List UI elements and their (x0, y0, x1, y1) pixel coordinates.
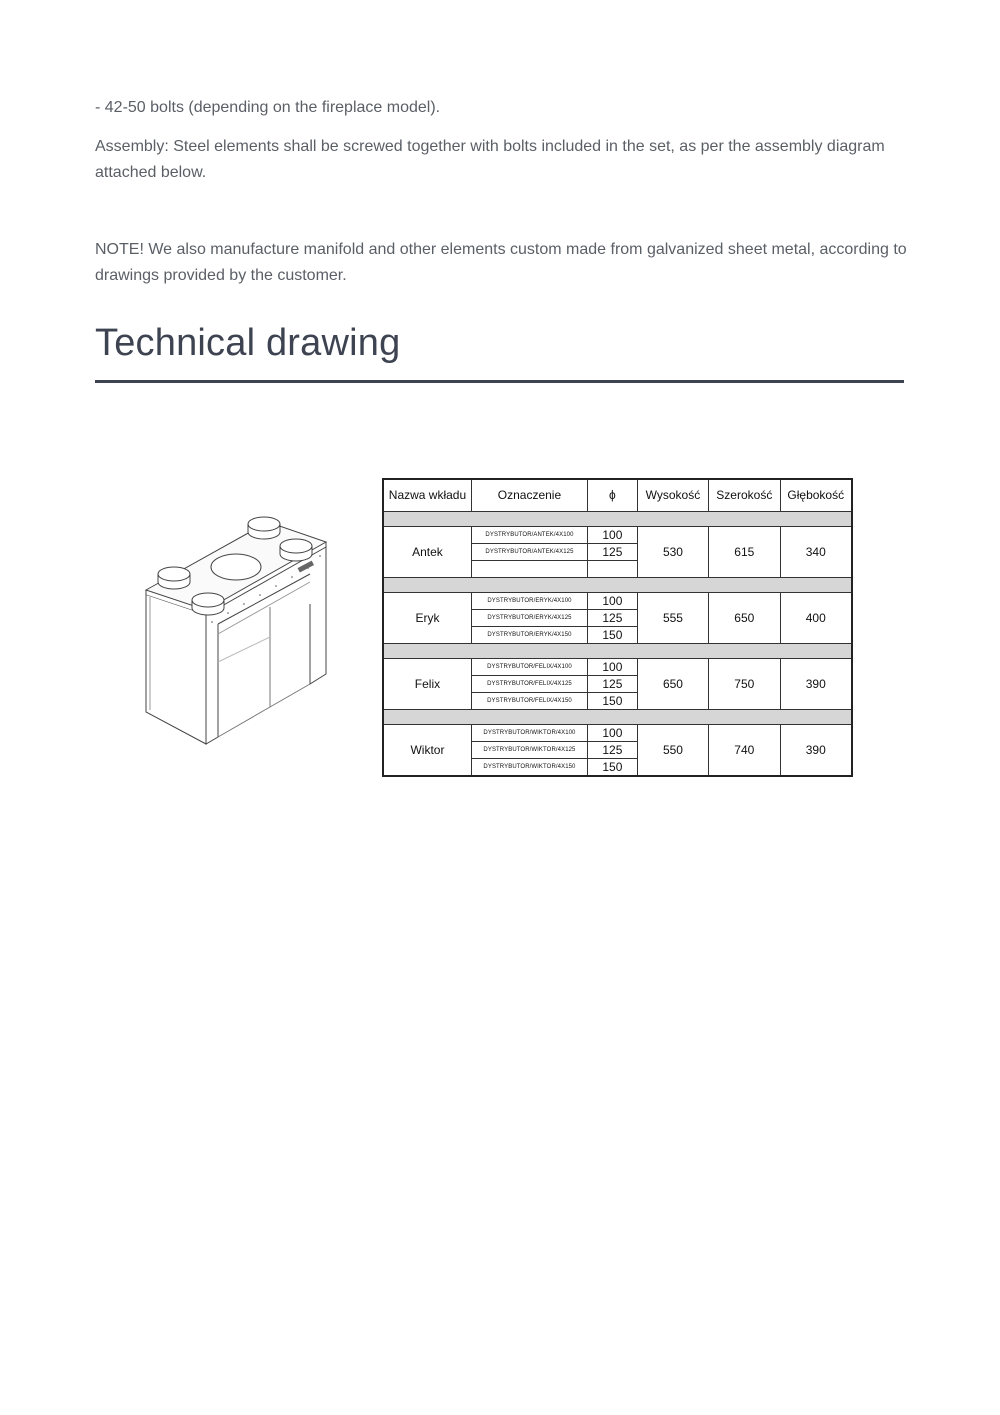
variant-diameter: 100 (587, 725, 637, 742)
manifold-drawing (138, 512, 338, 747)
variant-diameter: 125 (587, 544, 637, 561)
group-separator (383, 512, 852, 527)
variant-code: DYSTRYBUTOR/FELIX/4X150 (471, 693, 587, 710)
model-height: 530 (637, 527, 708, 578)
table-row (383, 527, 852, 544)
variant-diameter: 125 (587, 610, 637, 627)
model-name: Eryk (383, 593, 471, 644)
table-header-row (383, 479, 852, 512)
model-height: 650 (637, 659, 708, 710)
variant-code: DYSTRYBUTOR/WIKTOR/4X150 (471, 759, 587, 777)
section-heading: Technical drawing (95, 322, 401, 364)
header-depth: Głębokość (780, 479, 852, 512)
variant-diameter: 100 (587, 593, 637, 610)
variant-diameter: 150 (587, 759, 637, 777)
model-height: 555 (637, 593, 708, 644)
variant-code: DYSTRYBUTOR/ERYK/4X150 (471, 627, 587, 644)
model-depth: 340 (780, 527, 852, 578)
model-width: 740 (709, 725, 780, 777)
variant-code: DYSTRYBUTOR/FELIX/4X100 (471, 659, 587, 676)
header-width: Szerokość (709, 479, 780, 512)
model-depth: 390 (780, 659, 852, 710)
variant-diameter: 125 (587, 676, 637, 693)
header-diameter: ϕ (587, 479, 637, 512)
model-name: Antek (383, 527, 471, 578)
model-height: 550 (637, 725, 708, 777)
header-name: Nazwa wkładu (383, 479, 471, 512)
variant-diameter: 150 (587, 627, 637, 644)
variant-code: DYSTRYBUTOR/ERYK/4X100 (471, 593, 587, 610)
model-width: 615 (709, 527, 780, 578)
model-name: Felix (383, 659, 471, 710)
note-text: NOTE! We also manufacture manifold and other elements custom made from galvanized sheet metal, according to drawings provided by the customer. (95, 241, 907, 284)
model-width: 750 (709, 659, 780, 710)
table-row (383, 725, 852, 742)
group-separator (383, 710, 852, 725)
variant-code: DYSTRYBUTOR/ANTEK/4X100 (471, 527, 587, 544)
model-name: Wiktor (383, 725, 471, 777)
variant-code (471, 561, 587, 578)
variant-diameter (587, 561, 637, 578)
header-height: Wysokość (637, 479, 708, 512)
model-width: 650 (709, 593, 780, 644)
model-depth: 400 (780, 593, 852, 644)
variant-code: DYSTRYBUTOR/WIKTOR/4X100 (471, 725, 587, 742)
variant-diameter: 100 (587, 527, 637, 544)
dimensions-table (382, 478, 853, 777)
variant-code: DYSTRYBUTOR/ANTEK/4X125 (471, 544, 587, 561)
group-separator (383, 578, 852, 593)
variant-diameter: 100 (587, 659, 637, 676)
table-row (383, 593, 852, 610)
header-designation: Oznaczenie (471, 479, 587, 512)
table-row (383, 659, 852, 676)
model-depth: 390 (780, 725, 852, 777)
variant-code: DYSTRYBUTOR/FELIX/4X125 (471, 676, 587, 693)
heading-underline (95, 380, 904, 383)
bolts-text: - 42-50 bolts (depending on the fireplace model). (95, 99, 441, 116)
assembly-text: Assembly: Steel elements shall be screwed together with bolts included in the set, as per the assembly diagram attached below. (95, 138, 885, 181)
variant-code: DYSTRYBUTOR/WIKTOR/4X125 (471, 742, 587, 759)
variant-diameter: 150 (587, 693, 637, 710)
variant-code: DYSTRYBUTOR/ERYK/4X125 (471, 610, 587, 627)
group-separator (383, 644, 852, 659)
variant-diameter: 125 (587, 742, 637, 759)
